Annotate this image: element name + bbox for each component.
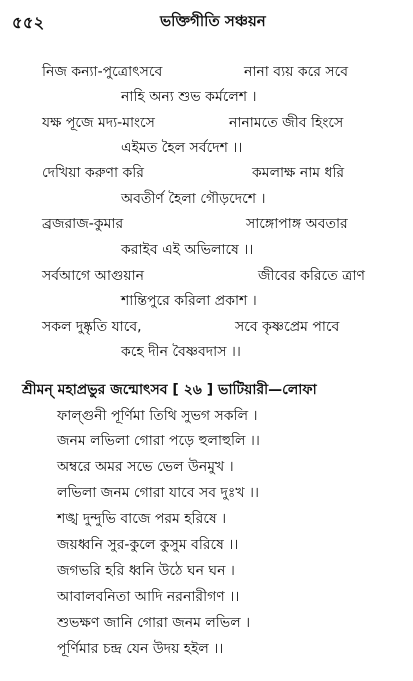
- poem-line-right: সবে কৃষ্ণপ্রেম পাবে: [235, 319, 340, 335]
- poem-line-right: জীবের করিতে ত্রাণ: [258, 268, 365, 284]
- poem-line-right: সাঙ্গোপাঙ্গ অবতার: [246, 216, 348, 232]
- song-line: জগভরি হরি ধ্বনি উঠে ঘন ঘন ।: [57, 563, 235, 579]
- poem-line-left: সর্বআগে আগুয়ান: [42, 268, 145, 284]
- poem-line-center: এইমত হৈল সর্বদেশ ।।: [121, 140, 243, 156]
- poem-line-right: নানা ব্যয় করে সবে: [244, 64, 349, 80]
- song-line: জয়ধ্বনি সুর-কুলে কুসুম বরিষে ।।: [57, 537, 239, 553]
- poem-line-center: করাইব এই অভিলাষে ।।: [121, 242, 254, 258]
- song-line: ফাল্গুনী পূর্ণিমা তিথি সুভগ সকলি ।: [57, 408, 258, 424]
- poem-line-left: যক্ষ পূজে মদ্য-মাংসে: [42, 115, 155, 131]
- running-title: ভক্তিগীতি সঞ্চয়ন: [160, 12, 266, 30]
- song-line: শঙ্খ দুন্দুভি বাজে পরম হরিষে ।: [57, 511, 227, 527]
- song-line: অম্বরে অমর সভে ভেল উনমুখ ।: [57, 459, 234, 475]
- poem-line-left: সকল দুষ্কৃতি যাবে,: [42, 319, 142, 335]
- poem-line-center: কহে দীন বৈষ্ণবদাস ।।: [121, 344, 241, 360]
- poem-line-center: শান্তিপুরে করিলা প্রকাশ ।: [121, 293, 257, 309]
- poem-line-right: কমলাক্ষ নাম ধরি: [252, 165, 345, 181]
- page-number: ৫৫২: [12, 13, 45, 32]
- song-line: জনম লভিলা গোরা পড়ে হুলাহুলি ।।: [57, 433, 260, 449]
- poem-line-left: নিজ কন্যা-পুত্রোৎসবে: [42, 64, 163, 80]
- poem-line-right: নানামতে জীব হিংসে: [229, 115, 344, 131]
- poem-line-left: দেখিয়া করুণা করি: [42, 165, 145, 181]
- song-line: পূর্ণিমার চন্দ্র যেন উদয় হইল ।।: [57, 641, 224, 657]
- page-header: [0, 10, 413, 34]
- song-line: শুভক্ষণ জানি গোরা জনম লভিল ।: [57, 615, 251, 631]
- poem-line-center: নাহি অন্য শুভ কর্মলেশ ।: [121, 89, 257, 105]
- song-line: লভিলা জনম গোরা যাবে সব দুঃখ ।।: [57, 485, 260, 501]
- song-line: আবালবনিতা আদি নরনারীগণ ।।: [57, 589, 240, 605]
- poem-line-center: অবতীর্ণ হৈলা গৌড়দেশে ।: [121, 191, 266, 207]
- song-heading: শ্রীমন্ মহাপ্রভুর জন্মোৎসব [ ২৬ ] ভাটিয়ারী—লোফা: [22, 382, 317, 398]
- poem-line-left: ব্রজরাজ-কুমার: [42, 216, 124, 232]
